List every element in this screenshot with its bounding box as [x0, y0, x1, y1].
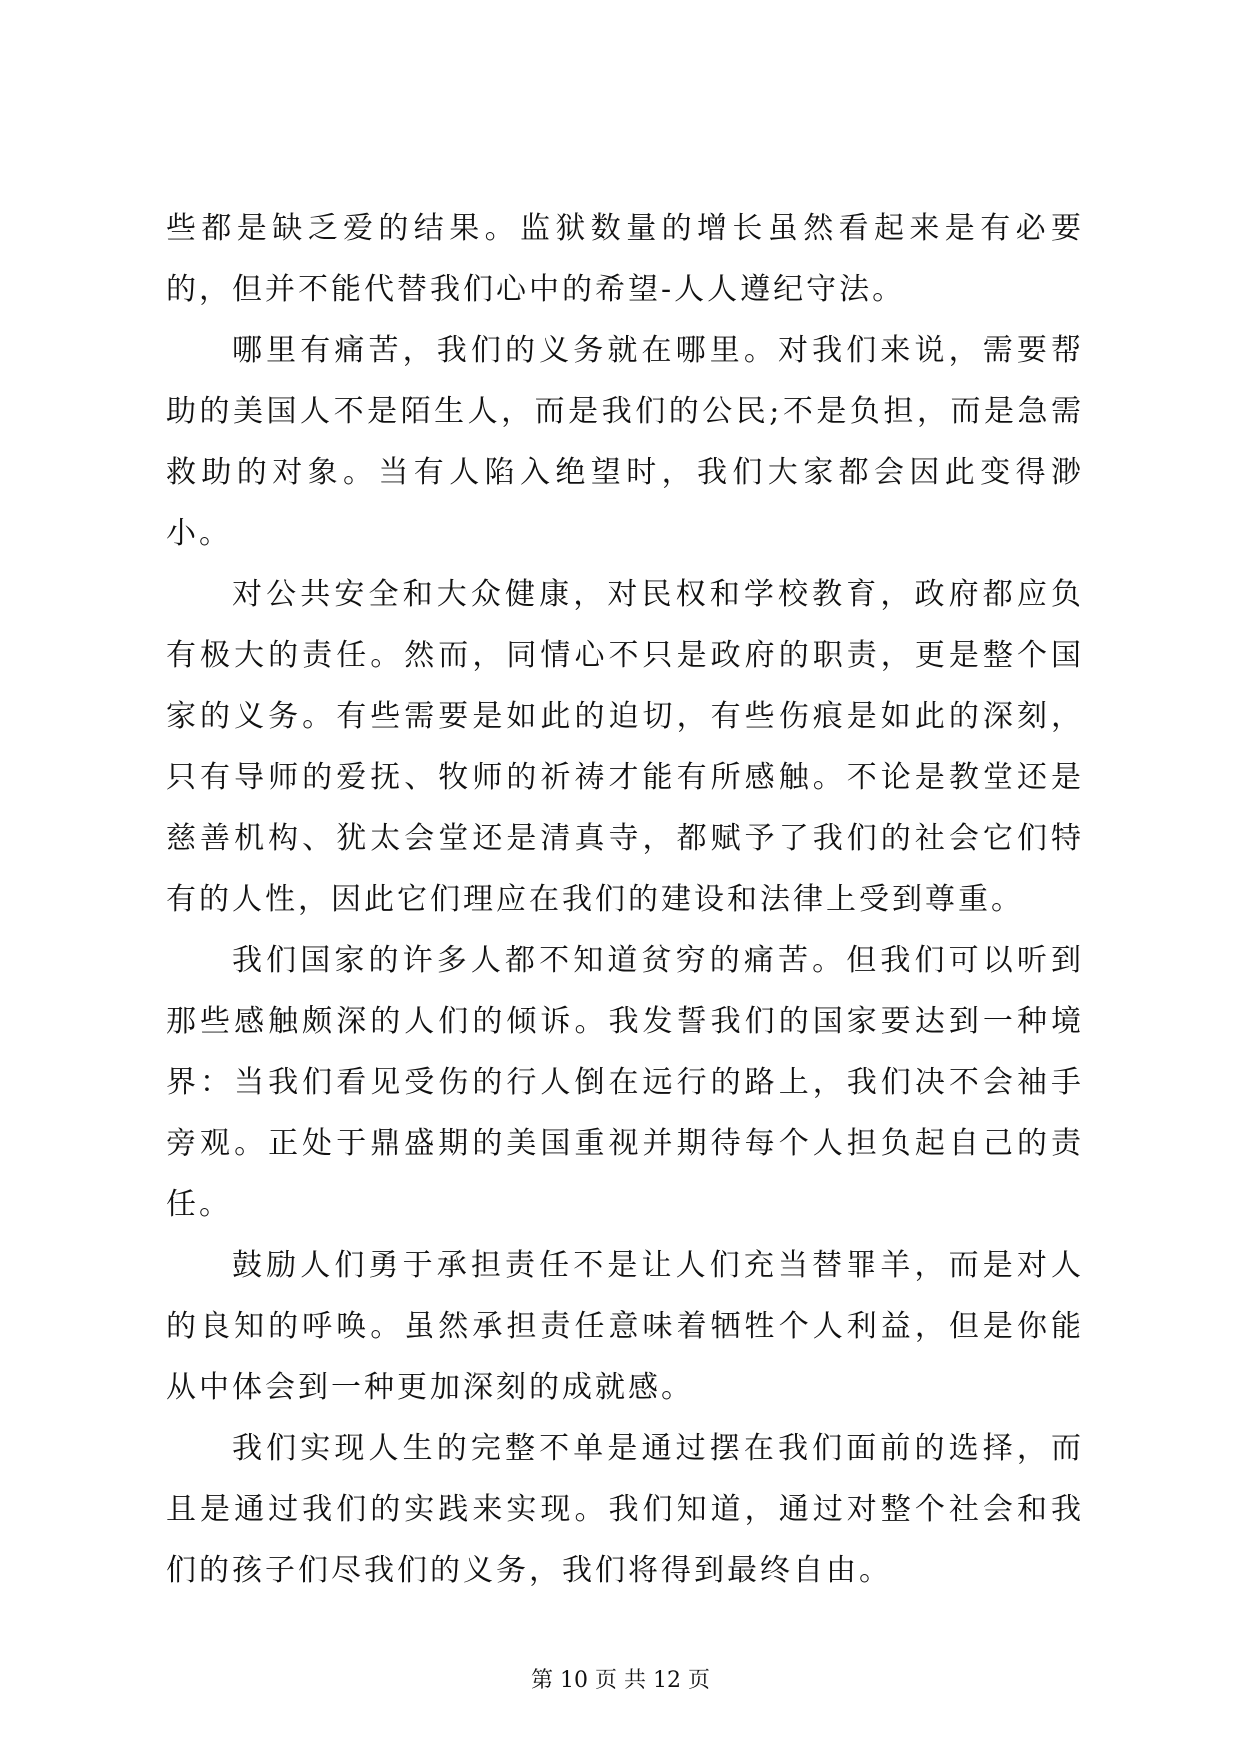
paragraph-2: 哪里有痛苦，我们的义务就在哪里。对我们来说，需要帮助的美国人不是陌生人，而是我们的公民;不是负担，而是急需救助的对象。当有人陷入绝望时，我们大家都会因此变得渺小。: [166, 333, 1084, 551]
page-number-footer: 第 10 页 共 12 页: [531, 1668, 710, 1693]
paragraph-6: 我们实现人生的完整不单是通过摆在我们面前的选择，而且是通过我们的实践来实现。我们知道，通过对整个社会和我们的孩子们尽我们的义务，我们将得到最终自由。: [166, 1431, 1084, 1588]
paragraph-3: 对公共安全和大众健康，对民权和学校教育，政府都应负有极大的责任。然而，同情心不只是政府的职责，更是整个国家的义务。有些需要是如此的迫切，有些伤痕是如此的深刻，只有导师的爱抚、牧师的祈祷才能有所感触。不论是教堂还是慈善机构、犹太会堂还是清真寺，都赋予了我们的社会它们特有的人性，因此它们理应在我们的建设和法律上受到尊重。: [166, 577, 1084, 917]
paragraph-5: 鼓励人们勇于承担责任不是让人们充当替罪羊，而是对人的良知的呼唤。虽然承担责任意味着牺牲个人利益，但是你能从中体会到一种更加深刻的成就感。: [166, 1248, 1084, 1405]
paragraph-1: 些都是缺乏爱的结果。监狱数量的增长虽然看起来是有必要的，但并不能代替我们心中的希望-人人遵纪守法。: [166, 211, 1084, 307]
document-body: [166, 198, 1084, 1601]
paragraph-4: 我们国家的许多人都不知道贫穷的痛苦。但我们可以听到那些感触颇深的人们的倾诉。我发誓我们的国家要达到一种境界：当我们看见受伤的行人倒在远行的路上，我们决不会袖手旁观。正处于鼎盛期的美国重视并期待每个人担负起自己的责任。: [166, 943, 1084, 1222]
